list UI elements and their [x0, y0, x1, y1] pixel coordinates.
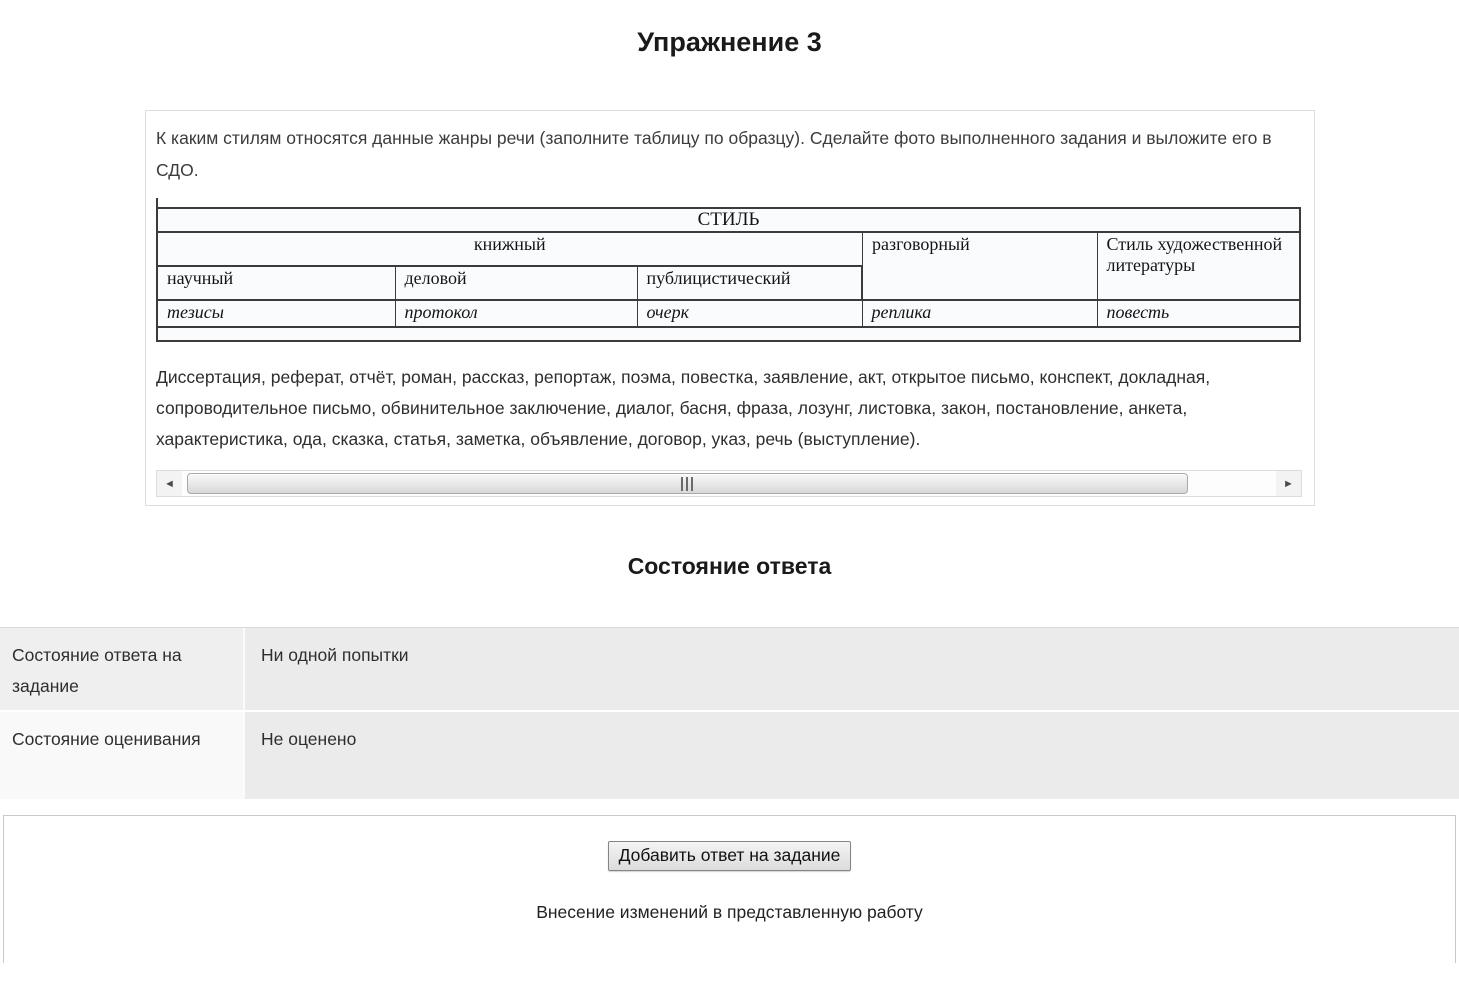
scroll-left-arrow-icon[interactable]: ◄ — [157, 471, 182, 496]
assignment-description-panel — [145, 110, 1315, 506]
style-col-conversational: разговорный — [862, 232, 1097, 300]
submission-status-table — [0, 627, 1459, 799]
style-col-publicistic: публицистический — [637, 266, 862, 300]
scan-artifact-line — [156, 198, 158, 207]
scroll-right-arrow-icon[interactable]: ► — [1276, 471, 1301, 496]
scrollbar-thumb[interactable] — [187, 473, 1188, 494]
style-example-fiction: повесть — [1097, 300, 1300, 327]
style-col-bookish: книжный — [157, 232, 862, 266]
submission-status-value: Ни одной попытки — [245, 628, 1459, 710]
style-example-scientific: тезисы — [157, 300, 395, 327]
table-row — [0, 628, 1459, 710]
style-col-fiction: Стиль художественной литературы — [1097, 232, 1300, 300]
style-col-scientific: научный — [157, 266, 395, 300]
edit-submission-note: Внесение изменений в представленную работу — [536, 902, 923, 922]
style-table-scan — [156, 207, 1299, 342]
style-example-business: протокол — [395, 300, 637, 327]
grading-status-value: Не оценено — [245, 712, 1459, 799]
add-submission-button[interactable]: Добавить ответ на задание — [608, 841, 852, 871]
genre-word-list: Диссертация, реферат, отчёт, роман, рассказ, репортаж, поэма, повестка, заявление, акт, открытое письмо, конспект, докладная, сопроводительное письмо, обвинительное заключение, диалог, басня, фраза, лозунг, листовка, закон, постановление, анкета, характеристика, ода, сказка, статья, заметка, объявление, договор, указ, речь (выступление). — [156, 367, 1211, 449]
task-horizontal-scrollbar[interactable] — [156, 470, 1302, 497]
submission-status-label: Состояние ответа на задание — [0, 628, 245, 710]
submission-status-heading: Состояние ответа — [627, 553, 832, 579]
submission-actions-panel — [3, 815, 1456, 963]
style-col-business: деловой — [395, 266, 637, 300]
style-table-empty-row — [157, 327, 1300, 341]
page-title: Упражнение 3 — [637, 27, 822, 57]
scrollbar-track[interactable] — [185, 472, 1273, 495]
style-genre-table — [156, 207, 1301, 342]
table-row — [0, 712, 1459, 799]
style-example-publicistic: очерк — [637, 300, 862, 327]
grading-status-label: Состояние оценивания — [0, 712, 245, 799]
style-table-title: СТИЛЬ — [157, 208, 1300, 232]
scrollbar-grip-icon — [681, 477, 693, 491]
task-description: К каким стилям относятся данные жанры речи (заполните таблицу по образцу). Сделайте фото выполненного задания и выложите его в СДО. — [156, 128, 1272, 180]
style-example-conversational: реплика — [862, 300, 1097, 327]
